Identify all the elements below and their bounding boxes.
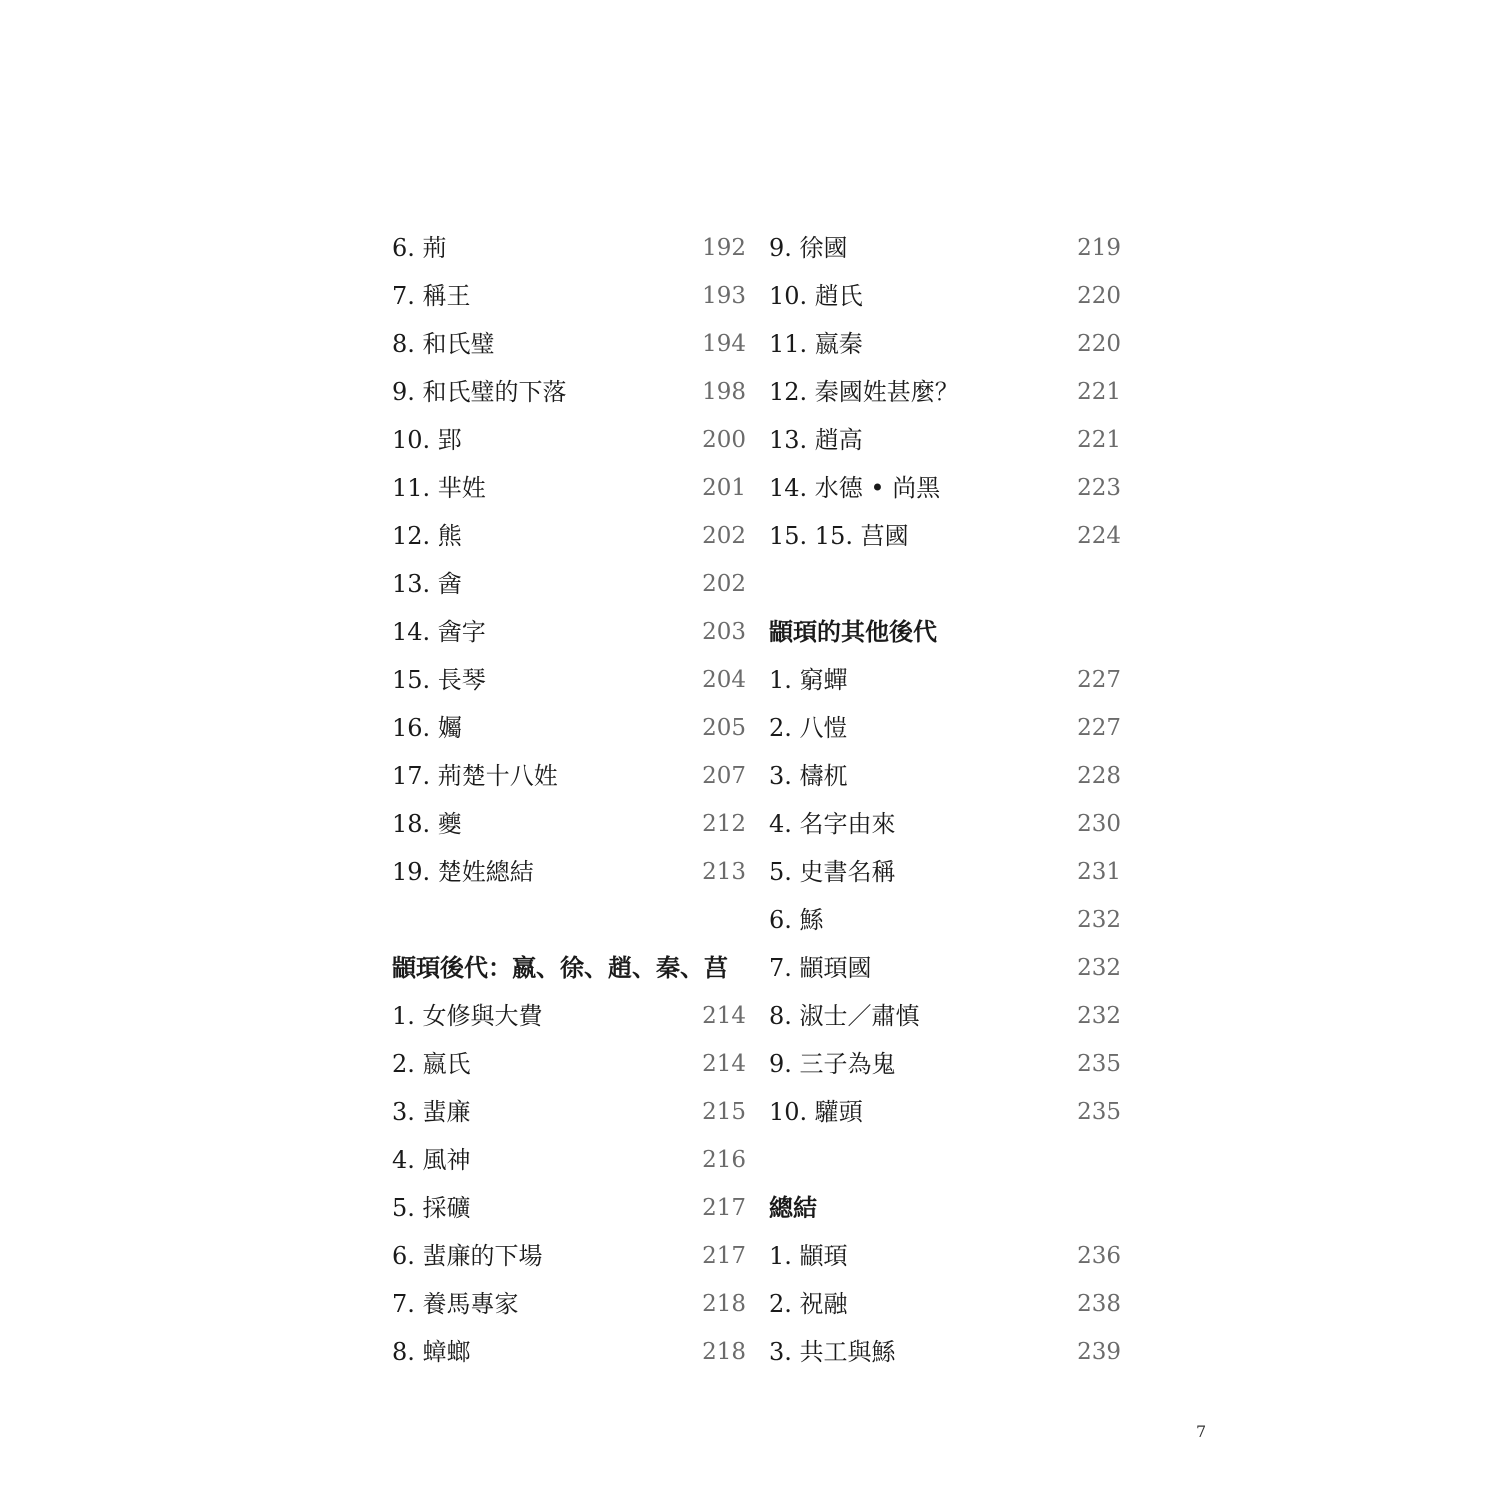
toc-entry-title: 2. 八愷	[769, 714, 848, 742]
toc-entry-title: 11. 嬴秦	[769, 330, 863, 358]
toc-entry-title: 18. 夔	[392, 810, 462, 838]
toc-entry-page-number: 216	[702, 1147, 746, 1173]
toc-entry	[769, 1088, 1121, 1136]
toc-entry	[392, 368, 746, 416]
toc-entry	[769, 800, 1121, 848]
toc-entry	[769, 1280, 1121, 1328]
toc-entry-title: 13. 酓	[392, 570, 462, 598]
toc-entry	[392, 704, 746, 752]
toc-entry-page-number: 192	[702, 235, 746, 261]
toc-entry-page-number: 193	[702, 283, 746, 309]
toc-entry-page-number: 232	[1077, 907, 1121, 933]
toc-entry	[392, 464, 746, 512]
toc-spacer	[769, 1136, 1121, 1184]
toc-entry-page-number: 238	[1077, 1291, 1121, 1317]
toc-entry	[392, 1040, 746, 1088]
toc-entry	[392, 1328, 746, 1376]
toc-entry	[769, 368, 1121, 416]
toc-entry-page-number: 232	[1077, 1003, 1121, 1029]
toc-entry-page-number: 212	[702, 811, 746, 837]
toc-entry-title: 9. 和氏璧的下落	[392, 378, 567, 406]
toc-entry-page-number: 194	[702, 331, 746, 357]
toc-entry-title: 19. 楚姓總結	[392, 858, 534, 886]
toc-entry-page-number: 228	[1077, 763, 1121, 789]
toc-entry	[392, 1232, 746, 1280]
toc-entry	[769, 752, 1121, 800]
toc-entry-title: 15. 15. 莒國	[769, 522, 909, 550]
toc-entry-title: 6. 鯀	[769, 906, 824, 934]
toc-entry-title: 2. 嬴氏	[392, 1050, 471, 1078]
toc-entry-page-number: 201	[702, 475, 746, 501]
toc-entry	[392, 272, 746, 320]
toc-entry	[392, 752, 746, 800]
section-heading-title: 顓頊後代：嬴、徐、趙、秦、莒	[392, 953, 728, 982]
toc-entry-title: 8. 淑士／肅慎	[769, 1002, 920, 1030]
toc-entry	[769, 944, 1121, 992]
section-heading-title: 總結	[769, 1193, 817, 1222]
toc-entry-page-number: 224	[1077, 523, 1121, 549]
toc-entry	[769, 512, 1121, 560]
toc-entry-title: 10. 郢	[392, 426, 462, 454]
toc-entry-page-number: 214	[702, 1003, 746, 1029]
toc-entry	[392, 992, 746, 1040]
toc-entry-page-number: 203	[702, 619, 746, 645]
toc-entry	[769, 1232, 1121, 1280]
toc-entry	[392, 848, 746, 896]
toc-section-heading	[769, 1184, 1121, 1232]
toc-entry-title: 5. 史書名稱	[769, 858, 896, 886]
toc-entry	[769, 464, 1121, 512]
toc-entry	[392, 1088, 746, 1136]
toc-entry-page-number: 232	[1077, 955, 1121, 981]
toc-entry-page-number: 236	[1077, 1243, 1121, 1269]
toc-entry-title: 3. 共工與鯀	[769, 1338, 896, 1366]
toc-entry-page-number: 227	[1077, 715, 1121, 741]
toc-right-column	[769, 224, 1121, 1376]
toc-entry-page-number: 215	[702, 1099, 746, 1125]
toc-entry-page-number: 223	[1077, 475, 1121, 501]
toc-entry-title: 17. 荊楚十八姓	[392, 762, 558, 790]
toc-entry-page-number: 217	[702, 1195, 746, 1221]
toc-entry	[392, 656, 746, 704]
toc-entry-title: 1. 窮蟬	[769, 666, 848, 694]
toc-spacer	[392, 896, 746, 944]
toc-left-column	[392, 224, 746, 1376]
toc-entry	[392, 608, 746, 656]
toc-entry-title: 8. 和氏璧	[392, 330, 495, 358]
toc-entry-page-number: 198	[702, 379, 746, 405]
toc-entry	[769, 1328, 1121, 1376]
toc-entry-title: 10. 驩頭	[769, 1098, 863, 1126]
toc-entry-title: 14. 酓字	[392, 618, 486, 646]
toc-entry	[769, 896, 1121, 944]
toc-entry	[769, 656, 1121, 704]
toc-entry-title: 14. 水德 • 尚黑	[769, 474, 941, 502]
toc-entry	[769, 224, 1121, 272]
toc-entry-page-number: 218	[702, 1339, 746, 1365]
toc-section-heading	[769, 608, 1121, 656]
toc-entry-title: 1. 女修與大費	[392, 1002, 543, 1030]
toc-entry-title: 15. 長琴	[392, 666, 486, 694]
toc-entry-title: 12. 熊	[392, 522, 462, 550]
toc-entry-page-number: 221	[1077, 379, 1121, 405]
toc-entry-title: 6. 荊	[392, 234, 447, 262]
toc-entry-page-number: 213	[702, 859, 746, 885]
toc-entry-page-number: 218	[702, 1291, 746, 1317]
toc-entry	[392, 560, 746, 608]
toc-entry-title: 6. 蜚廉的下場	[392, 1242, 543, 1270]
toc-entry-page-number: 227	[1077, 667, 1121, 693]
toc-entry-page-number: 231	[1077, 859, 1121, 885]
toc-entry-title: 8. 蟑螂	[392, 1338, 471, 1366]
toc-entry	[392, 320, 746, 368]
toc-entry-page-number: 235	[1077, 1099, 1121, 1125]
toc-entry-title: 7. 稱王	[392, 282, 471, 310]
toc-entry-title: 1. 顓頊	[769, 1242, 848, 1270]
toc-entry-page-number: 204	[702, 667, 746, 693]
toc-entry	[392, 416, 746, 464]
toc-entry	[769, 704, 1121, 752]
toc-entry-page-number: 235	[1077, 1051, 1121, 1077]
section-heading-title: 顓頊的其他後代	[769, 617, 937, 646]
toc-entry-page-number: 202	[702, 523, 746, 549]
toc-entry	[392, 512, 746, 560]
toc-entry	[392, 224, 746, 272]
toc-entry-title: 4. 名字由來	[769, 810, 896, 838]
toc-entry-page-number: 200	[702, 427, 746, 453]
toc-entry-title: 16. 孎	[392, 714, 462, 742]
toc-entry-page-number: 230	[1077, 811, 1121, 837]
toc-entry-title: 10. 趙氏	[769, 282, 863, 310]
toc-entry	[392, 800, 746, 848]
toc-spacer	[769, 560, 1121, 608]
toc-entry	[769, 272, 1121, 320]
toc-entry-page-number: 217	[702, 1243, 746, 1269]
toc-entry-page-number: 220	[1077, 331, 1121, 357]
toc-entry	[769, 992, 1121, 1040]
toc-entry	[769, 320, 1121, 368]
toc-entry-page-number: 239	[1077, 1339, 1121, 1365]
toc-entry-title: 4. 風神	[392, 1146, 471, 1174]
toc-entry-page-number: 202	[702, 571, 746, 597]
toc-entry-page-number: 207	[702, 763, 746, 789]
toc-section-heading	[392, 944, 746, 992]
toc-entry-page-number: 219	[1077, 235, 1121, 261]
toc-entry	[769, 1040, 1121, 1088]
toc-entry-title: 12. 秦國姓甚麼？	[769, 378, 959, 406]
toc-entry	[392, 1136, 746, 1184]
toc-entry-title: 5. 採礦	[392, 1194, 471, 1222]
toc-entry-page-number: 221	[1077, 427, 1121, 453]
toc-entry	[769, 416, 1121, 464]
toc-entry	[392, 1280, 746, 1328]
toc-entry-page-number: 205	[702, 715, 746, 741]
toc-entry-title: 3. 檮杌	[769, 762, 848, 790]
toc-entry-page-number: 214	[702, 1051, 746, 1077]
toc-entry-title: 11. 芈姓	[392, 474, 486, 502]
toc-entry-title: 13. 趙高	[769, 426, 863, 454]
toc-entry	[392, 1184, 746, 1232]
toc-entry-page-number: 220	[1077, 283, 1121, 309]
toc-entry-title: 3. 蜚廉	[392, 1098, 471, 1126]
toc-entry-title: 2. 祝融	[769, 1290, 848, 1318]
toc-entry-title: 7. 顓頊國	[769, 954, 872, 982]
page-number: 7	[1196, 1422, 1207, 1441]
toc-entry-title: 7. 養馬專家	[392, 1290, 519, 1318]
toc-entry-title: 9. 三子為鬼	[769, 1050, 896, 1078]
toc-entry-title: 9. 徐國	[769, 234, 848, 262]
toc-entry	[769, 848, 1121, 896]
